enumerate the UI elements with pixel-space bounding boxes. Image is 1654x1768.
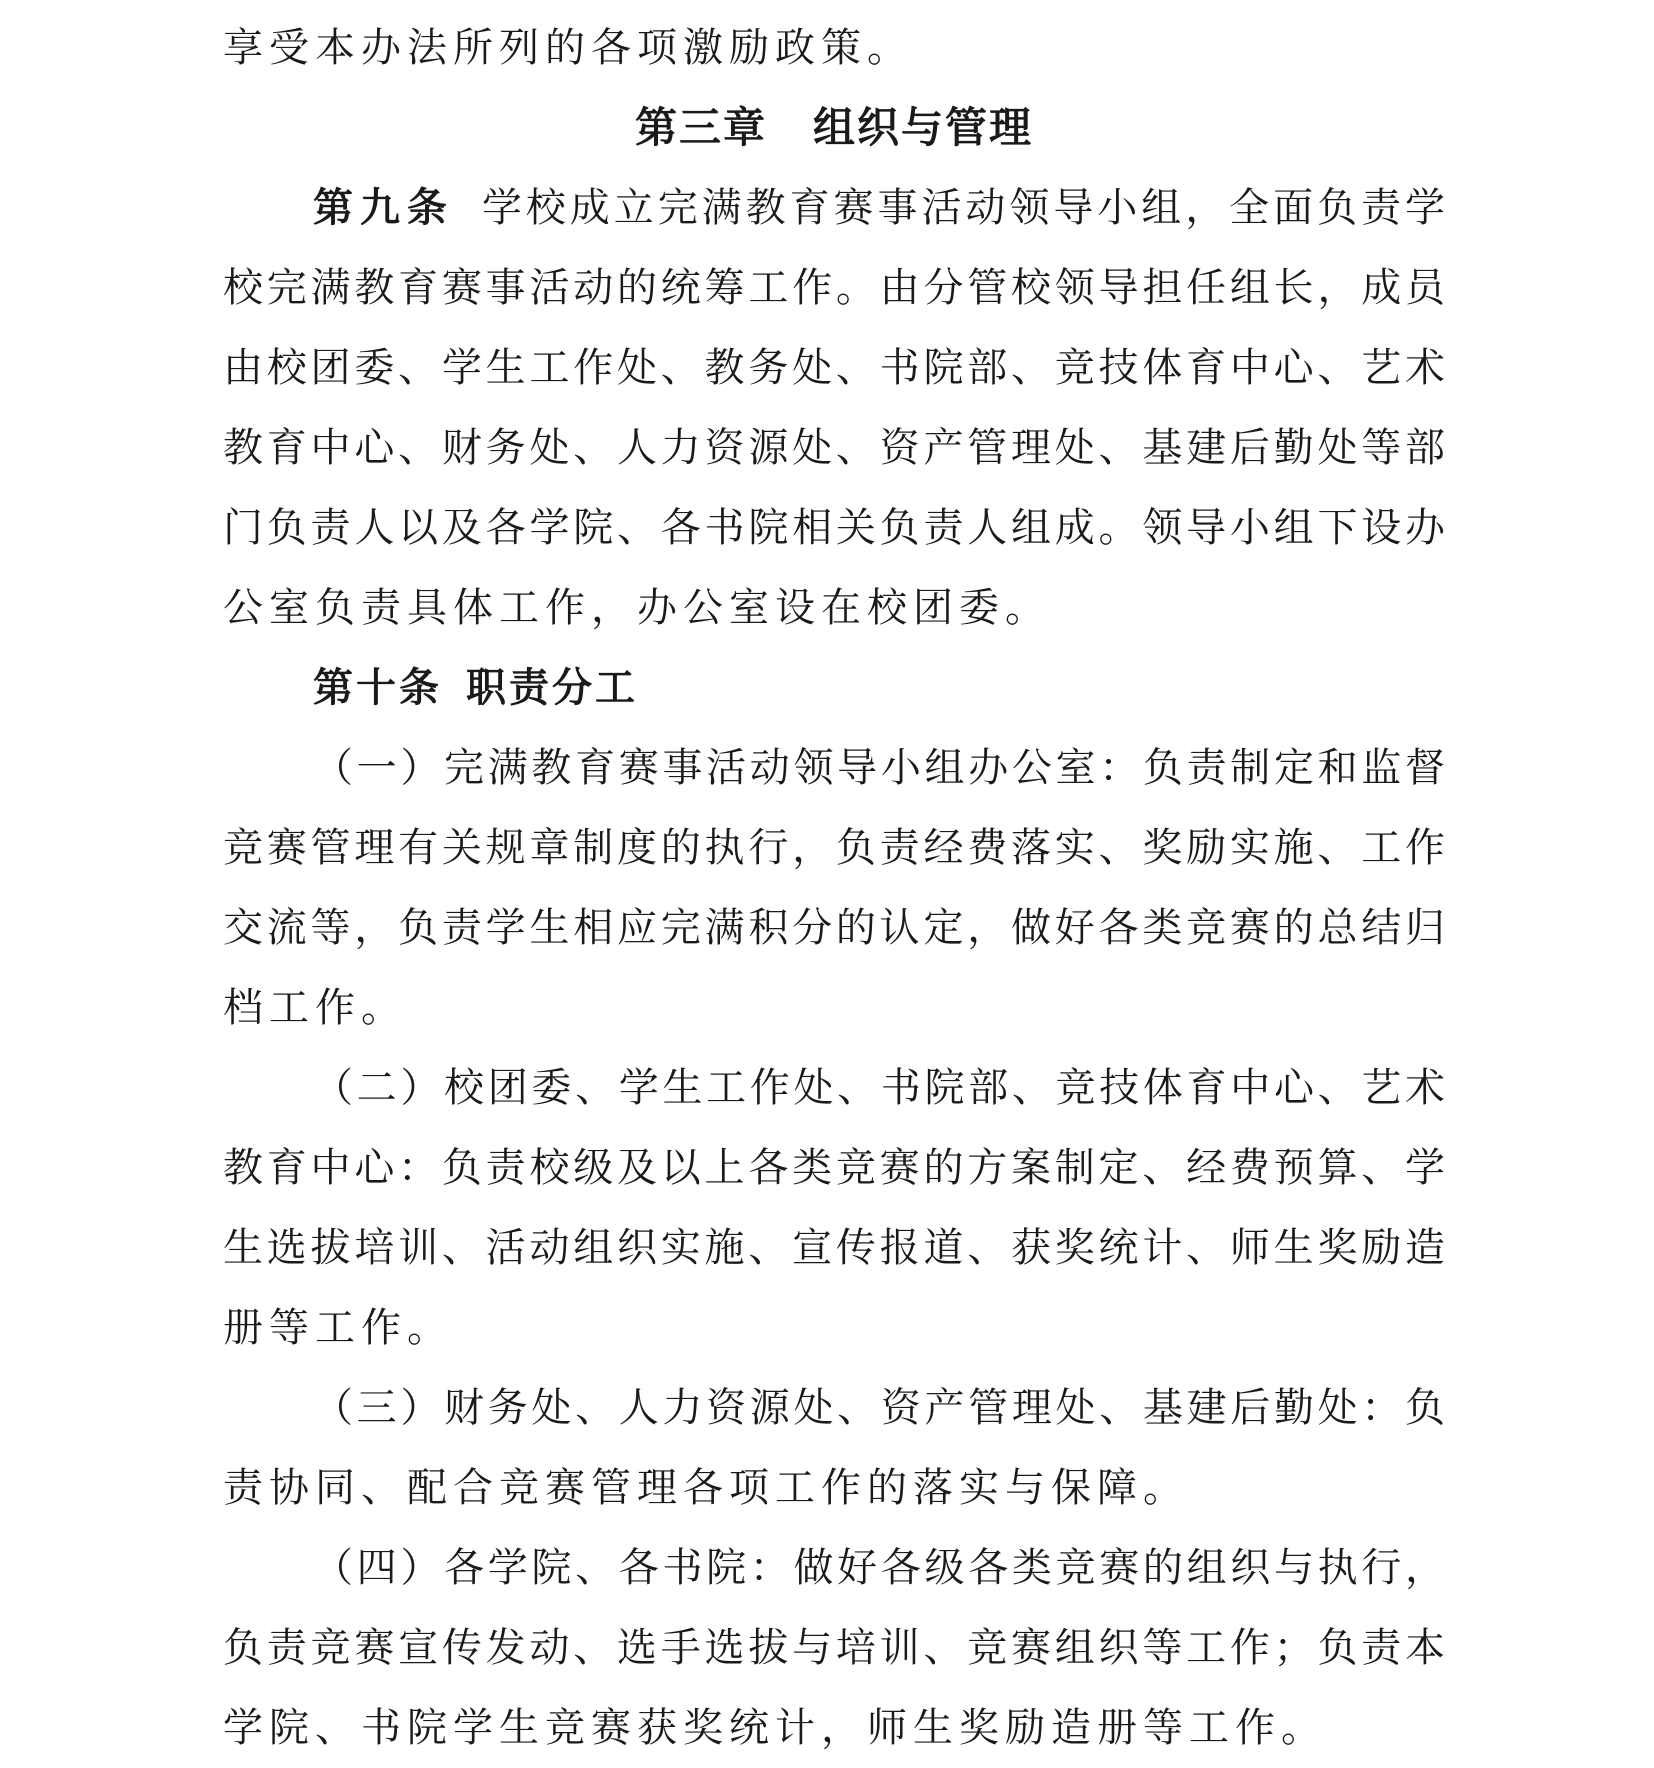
paragraph-line: 责协同、配合竞赛管理各项工作的落实与保障。 <box>223 1465 1189 1511</box>
paragraph-line: 交流等，负责学生相应完满积分的认定，做好各类竞赛的总结归 <box>223 905 1445 951</box>
paragraph-line: 竞赛管理有关规章制度的执行，负责经费落实、奖励实施、工作 <box>223 825 1445 871</box>
article-number: 第十条 <box>313 665 442 711</box>
paragraph-line: 校完满教育赛事活动的统筹工作。由分管校领导担任组长，成员 <box>223 265 1445 311</box>
chapter-title: 组织与管理 <box>813 103 1034 152</box>
paragraph-line: 负责竞赛宣传发动、选手选拔与培训、竞赛组织等工作；负责本 <box>223 1625 1445 1671</box>
article-number: 第九条 <box>313 185 454 231</box>
item-2-line-1: （二）校团委、学生工作处、书院部、竞技体育中心、艺术 <box>313 1065 1445 1111</box>
paragraph-line: 档工作。 <box>223 985 407 1031</box>
paragraph-line: 享受本办法所列的各项激励政策。 <box>223 25 913 71</box>
paragraph-line: 学院、书院学生竞赛获奖统计，师生奖励造册等工作。 <box>223 1705 1327 1751</box>
chapter-heading <box>223 88 1445 168</box>
item-3-line-1: （三）财务处、人力资源处、资产管理处、基建后勤处：负 <box>313 1385 1445 1431</box>
paragraph-line-text: 学校成立完满教育赛事活动领导小组，全面负责学 <box>477 185 1446 231</box>
item-4-line-1: （四）各学院、各书院：做好各级各类竞赛的组织与执行， <box>313 1545 1445 1591</box>
paragraph-line: 册等工作。 <box>223 1305 453 1351</box>
paragraph-line: 门负责人以及各学院、各书院相关负责人组成。领导小组下设办 <box>223 505 1445 551</box>
chapter-number: 第三章 <box>634 103 767 152</box>
paragraph-line: 由校团委、学生工作处、教务处、书院部、竞技体育中心、艺术 <box>223 345 1445 391</box>
paragraph-line: 教育中心、财务处、人力资源处、资产管理处、基建后勤处等部 <box>223 425 1445 471</box>
item-1-line-1: （一）完满教育赛事活动领导小组办公室：负责制定和监督 <box>313 745 1445 791</box>
paragraph-line: 公室负责具体工作，办公室设在校团委。 <box>223 585 1051 631</box>
paragraph-line: 生选拔培训、活动组织实施、宣传报道、获奖统计、师生奖励造 <box>223 1225 1445 1271</box>
article-10-heading <box>223 648 1445 728</box>
article-9-line-1 <box>223 168 1445 248</box>
article-title: 职责分工 <box>466 665 638 711</box>
document-page <box>223 8 1445 1768</box>
paragraph-line: 教育中心：负责校级及以上各类竞赛的方案制定、经费预算、学 <box>223 1145 1445 1191</box>
